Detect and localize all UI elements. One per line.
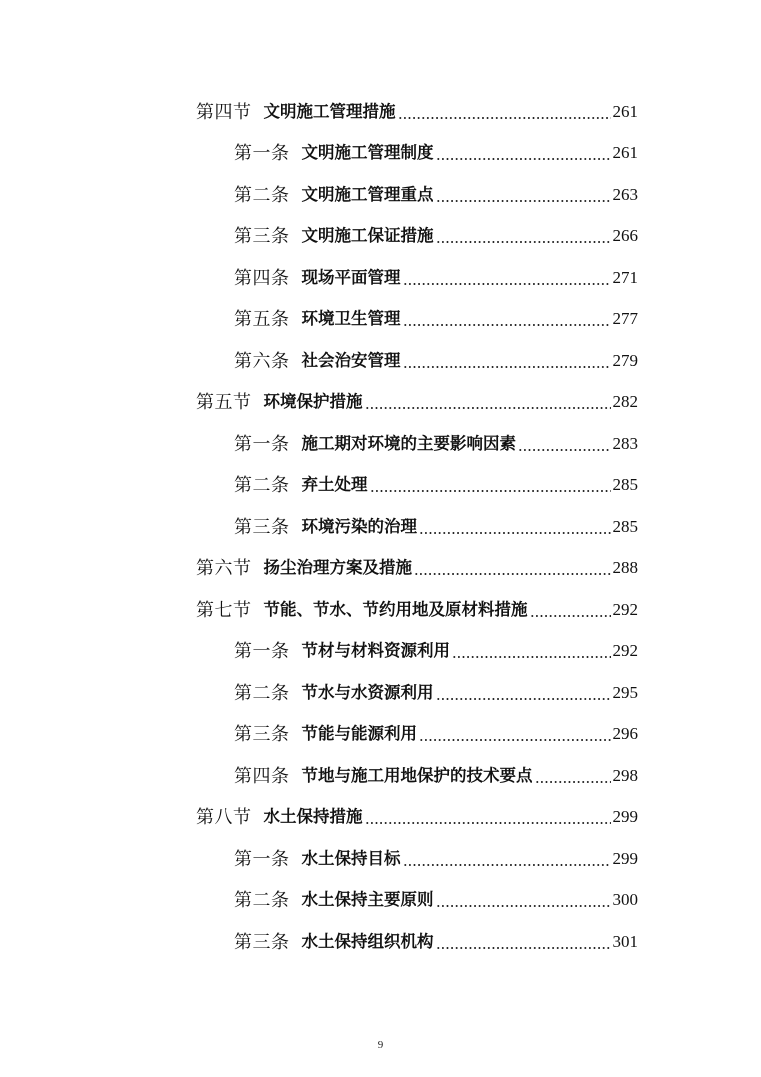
toc-entry-page: 266: [612, 226, 638, 246]
dot-leader: [436, 890, 611, 910]
toc-entry-number: 第二条: [234, 475, 290, 496]
toc-article-entry[interactable]: [0, 880, 638, 922]
dot-leader: [403, 351, 611, 371]
dot-leader: [419, 517, 611, 537]
toc-article-entry[interactable]: [0, 838, 638, 880]
toc-entry-title: 节能、节水、节约用地及原材料措施: [263, 599, 528, 619]
toc-entry-number: 第八节: [196, 807, 252, 828]
toc-section-entry[interactable]: [0, 382, 638, 424]
toc-entry-title: 环境保护措施: [263, 392, 363, 412]
toc-entry-page: 261: [612, 101, 638, 121]
toc-entry-page: 285: [612, 516, 638, 536]
toc-entry-number: 第五节: [196, 392, 252, 413]
dot-leader: [419, 724, 611, 744]
dot-leader: [436, 932, 611, 952]
dot-leader: [365, 392, 611, 412]
toc-entry-number: 第二条: [234, 184, 290, 205]
dot-leader: [436, 226, 611, 246]
toc-entry-page: 261: [612, 143, 638, 163]
toc-entry-page: 299: [612, 848, 638, 868]
toc-entry-title: 弃土处理: [301, 475, 368, 495]
toc-article-entry[interactable]: [0, 423, 638, 465]
toc-entry-title: 环境污染的治理: [301, 516, 417, 536]
toc-entry-page: 292: [612, 599, 638, 619]
toc-entry-page: 300: [612, 890, 638, 910]
toc-entry-title: 文明施工管理制度: [301, 143, 434, 163]
toc-section-entry[interactable]: [0, 548, 638, 590]
dot-leader: [403, 309, 611, 329]
toc-article-entry[interactable]: [0, 755, 638, 797]
dot-leader: [398, 102, 611, 122]
toc-entry-page: 292: [612, 641, 638, 661]
toc-entry-number: 第一条: [234, 433, 290, 454]
toc-entry-number: 第一条: [234, 641, 290, 662]
toc-entry-number: 第四条: [234, 765, 290, 786]
toc-entry-number: 第二条: [234, 890, 290, 911]
dot-leader: [530, 600, 611, 620]
toc-article-entry[interactable]: [0, 340, 638, 382]
toc-entry-number: 第四节: [196, 101, 252, 122]
table-of-contents: [0, 91, 761, 963]
toc-section-entry[interactable]: [0, 91, 638, 133]
dot-leader: [403, 268, 611, 288]
toc-article-entry[interactable]: [0, 714, 638, 756]
dot-leader: [452, 641, 611, 661]
toc-entry-page: 296: [612, 724, 638, 744]
toc-entry-page: 299: [612, 807, 638, 827]
toc-entry-page: 295: [612, 682, 638, 702]
dot-leader: [403, 849, 611, 869]
toc-entry-title: 水土保持组织机构: [301, 931, 434, 951]
toc-entry-number: 第七节: [196, 599, 252, 620]
toc-entry-number: 第一条: [234, 848, 290, 869]
toc-article-entry[interactable]: [0, 631, 638, 673]
toc-article-entry[interactable]: [0, 174, 638, 216]
toc-entry-title: 节能与能源利用: [301, 724, 417, 744]
dot-leader: [436, 683, 611, 703]
toc-entry-title: 节材与材料资源利用: [301, 641, 450, 661]
toc-entry-number: 第三条: [234, 724, 290, 745]
toc-entry-number: 第二条: [234, 682, 290, 703]
toc-section-entry[interactable]: [0, 797, 638, 839]
toc-entry-title: 水土保持主要原则: [301, 890, 434, 910]
toc-entry-title: 节地与施工用地保护的技术要点: [301, 765, 533, 785]
toc-entry-title: 水土保持目标: [301, 848, 401, 868]
toc-article-entry[interactable]: [0, 921, 638, 963]
toc-entry-page: 301: [612, 931, 638, 951]
toc-entry-title: 现场平面管理: [301, 267, 401, 287]
toc-entry-page: 285: [612, 475, 638, 495]
toc-entry-page: 283: [612, 433, 638, 453]
toc-entry-number: 第六节: [196, 558, 252, 579]
toc-entry-number: 第三条: [234, 931, 290, 952]
toc-entry-number: 第四条: [234, 267, 290, 288]
toc-section-entry[interactable]: [0, 589, 638, 631]
toc-entry-title: 文明施工管理重点: [301, 184, 434, 204]
dot-leader: [436, 143, 611, 163]
toc-article-entry[interactable]: [0, 465, 638, 507]
dot-leader: [535, 766, 611, 786]
toc-entry-number: 第六条: [234, 350, 290, 371]
toc-entry-number: 第三条: [234, 516, 290, 537]
toc-entry-page: 282: [612, 392, 638, 412]
toc-article-entry[interactable]: [0, 257, 638, 299]
footer-page-number: 9: [377, 1039, 384, 1051]
toc-entry-page: 277: [612, 309, 638, 329]
dot-leader: [518, 434, 611, 454]
toc-article-entry[interactable]: [0, 216, 638, 258]
dot-leader: [365, 807, 611, 827]
toc-entry-page: 288: [612, 558, 638, 578]
dot-leader: [370, 475, 611, 495]
toc-entry-page: 279: [612, 350, 638, 370]
toc-entry-title: 社会治安管理: [301, 350, 401, 370]
toc-entry-page: 271: [612, 267, 638, 287]
dot-leader: [414, 558, 611, 578]
dot-leader: [436, 185, 611, 205]
toc-article-entry[interactable]: [0, 133, 638, 175]
toc-entry-number: 第一条: [234, 143, 290, 164]
toc-entry-title: 环境卫生管理: [301, 309, 401, 329]
toc-entry-page: 263: [612, 184, 638, 204]
toc-entry-title: 水土保持措施: [263, 807, 363, 827]
toc-article-entry[interactable]: [0, 672, 638, 714]
toc-entry-title: 文明施工保证措施: [301, 226, 434, 246]
toc-entry-number: 第三条: [234, 226, 290, 247]
toc-entry-title: 扬尘治理方案及措施: [263, 558, 412, 578]
toc-entry-number: 第五条: [234, 309, 290, 330]
toc-entry-title: 文明施工管理措施: [263, 101, 396, 121]
toc-entry-title: 施工期对环境的主要影响因素: [301, 433, 516, 453]
toc-entry-title: 节水与水资源利用: [301, 682, 434, 702]
toc-article-entry[interactable]: [0, 506, 638, 548]
toc-article-entry[interactable]: [0, 299, 638, 341]
toc-entry-page: 298: [612, 765, 638, 785]
